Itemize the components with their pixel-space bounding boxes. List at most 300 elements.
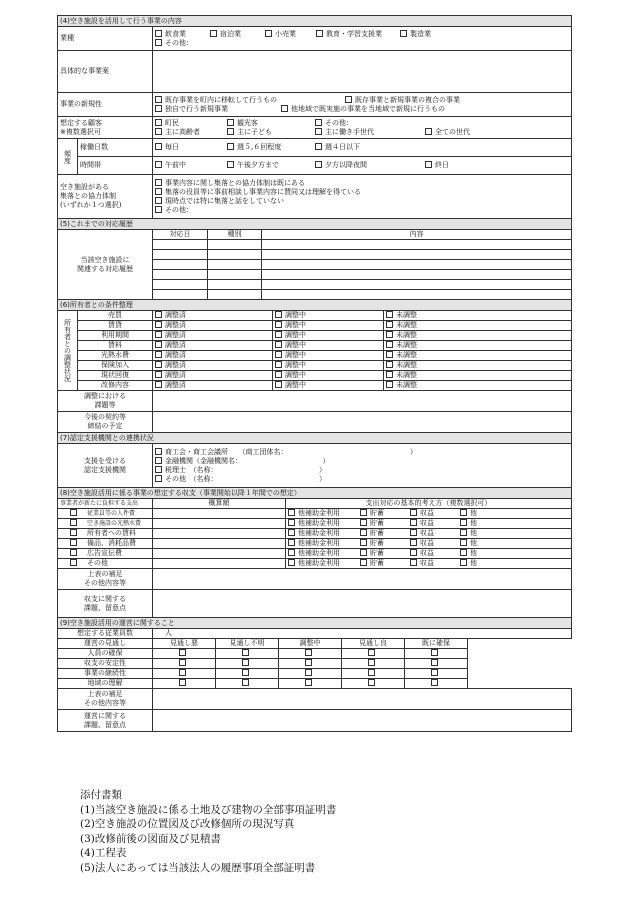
novelty-label: 事業の新規性 — [58, 93, 153, 117]
outlook-check[interactable] — [342, 669, 405, 679]
approach-option[interactable]: 貯蓄 — [360, 559, 400, 568]
checkbox-icon — [155, 475, 162, 482]
novelty-option[interactable]: 既存事業を町内に移転して行うもの — [155, 96, 335, 105]
attachment-item: (1)当該空き施設に係る土地及び建物の全部事項証明書 — [80, 803, 337, 816]
status-none[interactable]: 未調整 — [384, 381, 572, 391]
attachment-item: (3)改修前後の図面及び見積書 — [80, 832, 221, 845]
approach-option[interactable]: 他 — [460, 529, 477, 538]
concrete-plan-label: 具体的な事業案 — [58, 51, 153, 93]
time-option[interactable]: 午前中 — [155, 161, 217, 170]
history-cell[interactable] — [262, 290, 572, 300]
checkbox-icon — [368, 649, 375, 656]
checkbox-icon — [242, 679, 249, 686]
outlook-check[interactable] — [153, 659, 216, 669]
approach-option[interactable]: 貯蓄 — [360, 539, 400, 548]
outlook-check[interactable] — [216, 649, 279, 659]
checkbox-icon — [155, 351, 162, 358]
section-8-title: (8)空き施設活用に係る事業の想定する収支（事業開始以降１年間での想定） — [58, 488, 572, 499]
checkbox-icon — [368, 669, 375, 676]
novelty-option[interactable]: 独自で行う新規事業 — [155, 105, 271, 114]
expense-item[interactable]: 空き施設の光熱水費 — [58, 519, 153, 529]
checkbox-icon — [275, 371, 282, 378]
approach-option[interactable]: 収益 — [410, 519, 450, 528]
s9-supp-field[interactable] — [153, 689, 572, 710]
history-cell[interactable] — [262, 260, 572, 270]
history-cell[interactable] — [262, 270, 572, 280]
amount-cell[interactable] — [153, 519, 286, 529]
checkbox-icon — [386, 321, 393, 328]
checkbox-icon — [288, 519, 295, 526]
item-label: 売買 — [78, 311, 153, 321]
checkbox-icon — [155, 188, 162, 195]
status-none[interactable]: 未調整 — [384, 321, 572, 331]
checkbox-icon — [410, 539, 417, 546]
outlook-check[interactable] — [279, 669, 342, 679]
staff-field[interactable]: 人 — [153, 629, 572, 639]
blank-cell — [468, 679, 572, 689]
days-option[interactable]: 毎日 — [155, 143, 217, 152]
checkbox-icon — [155, 448, 162, 455]
checkbox-icon — [410, 529, 417, 536]
novelty-options — [153, 93, 572, 117]
item-label: 賃貸 — [78, 321, 153, 331]
checkbox-icon — [425, 161, 432, 168]
col-header: 調整中 — [279, 639, 342, 649]
customer-option[interactable]: 主に子ども — [227, 128, 305, 137]
outlook-check[interactable] — [405, 649, 468, 659]
checkbox-icon — [155, 381, 162, 388]
coop-label: 空き施設がある 集落との協力体制 (いずれか１つ選択) — [58, 175, 153, 219]
col-type: 種別 — [208, 230, 262, 240]
approach-option[interactable]: 貯蓄 — [360, 529, 400, 538]
customer-option[interactable]: 町民 — [155, 119, 217, 128]
history-label: 当該空き施設に 関連する対応履歴 — [58, 230, 153, 300]
checkbox-icon — [386, 371, 393, 378]
outlook-check[interactable] — [342, 679, 405, 689]
checkbox-icon — [431, 659, 438, 666]
expense-item[interactable]: 所有者への賃料 — [58, 529, 153, 539]
amount-header: 概算額 — [153, 499, 286, 509]
item-label: 改修内容 — [78, 381, 153, 391]
approach-cell — [286, 549, 572, 559]
approach-option[interactable]: 収益 — [410, 549, 450, 558]
approach-option[interactable]: 他 — [460, 519, 477, 528]
checkbox-icon — [431, 669, 438, 676]
checkbox-icon — [155, 39, 162, 46]
col-header: 見通し良 — [342, 639, 405, 649]
checkbox-icon — [155, 179, 162, 186]
history-cell[interactable] — [153, 290, 208, 300]
status-done[interactable]: 調整済 — [153, 361, 273, 371]
coop-table — [57, 174, 572, 219]
history-cell[interactable] — [153, 240, 208, 250]
checkbox-icon — [460, 549, 467, 556]
checkbox-icon — [242, 659, 249, 666]
outlook-check[interactable] — [342, 649, 405, 659]
approach-option[interactable]: 貯蓄 — [360, 549, 400, 558]
checkbox-icon — [70, 509, 77, 516]
issues-field[interactable] — [153, 391, 572, 412]
status-progress[interactable]: 調整中 — [273, 371, 384, 381]
item-label: 光熱水費 — [78, 351, 153, 361]
approach-cell — [286, 529, 572, 539]
coop-option[interactable]: 現時点では特に集落と話をしていない — [155, 197, 569, 206]
issues-label: 調整における 課題等 — [58, 391, 153, 412]
amount-cell[interactable] — [153, 539, 286, 549]
checkbox-icon — [305, 669, 312, 676]
days-option[interactable]: 週４日以下 — [315, 143, 360, 152]
checkbox-icon — [368, 659, 375, 666]
blank-cell — [468, 639, 572, 649]
future-field[interactable] — [153, 412, 572, 433]
checkbox-icon — [315, 128, 322, 135]
s9-issue-label: 運営に関する 課題、留意点 — [58, 710, 153, 732]
checkbox-icon — [155, 311, 162, 318]
coop-options — [153, 175, 572, 219]
approach-option[interactable]: 貯蓄 — [360, 519, 400, 528]
checkbox-icon — [155, 105, 162, 112]
support-option[interactable]: 金融機関（金融機関名： ） — [155, 457, 569, 466]
coop-option[interactable]: 集落の役員等に事前相談し事業内容に賛同又は理解を得ている — [155, 188, 569, 197]
checkbox-icon — [155, 143, 162, 150]
checkbox-icon — [460, 559, 467, 566]
checkbox-icon — [460, 509, 467, 516]
checkbox-icon — [227, 128, 234, 135]
col-header: 見通し悪 — [153, 639, 216, 649]
history-cell[interactable] — [153, 270, 208, 280]
blank-cell — [468, 649, 572, 659]
checkbox-icon — [288, 539, 295, 546]
outlook-check[interactable] — [279, 649, 342, 659]
blank-cell — [468, 659, 572, 669]
status-none[interactable]: 未調整 — [384, 331, 572, 341]
checkbox-icon — [368, 679, 375, 686]
section-9-title: (9)空き施設活用の運営に関すること — [58, 618, 572, 629]
customer-option[interactable]: その他： — [315, 119, 353, 128]
checkbox-icon — [425, 128, 432, 135]
outlook-check[interactable] — [153, 649, 216, 659]
checkbox-icon — [288, 549, 295, 556]
checkbox-icon — [360, 519, 367, 526]
checkbox-icon — [275, 331, 282, 338]
checkbox-icon — [155, 197, 162, 204]
history-cell[interactable] — [262, 280, 572, 290]
outlook-check[interactable] — [342, 659, 405, 669]
expense-item[interactable]: 広告宣伝費 — [58, 549, 153, 559]
coop-option[interactable]: 事業内容に関し集落との協力体制は既にある — [155, 179, 569, 188]
col-header: 既に確保 — [405, 639, 468, 649]
history-cell[interactable] — [208, 260, 262, 270]
history-cell[interactable] — [208, 290, 262, 300]
checkbox-icon — [386, 381, 393, 388]
checkbox-icon — [315, 119, 322, 126]
checkbox-icon — [227, 143, 234, 150]
frequency-table — [57, 138, 572, 175]
col-content: 内容 — [262, 230, 572, 240]
status-progress[interactable]: 調整中 — [273, 321, 384, 331]
checkbox-icon — [179, 649, 186, 656]
approach-option[interactable]: 他 — [460, 539, 477, 548]
section-6-title: (6)所有者との条件整理 — [58, 300, 572, 311]
history-cell[interactable] — [208, 240, 262, 250]
history-cell[interactable] — [208, 280, 262, 290]
customer-option[interactable]: 全ての世代 — [425, 128, 470, 137]
concrete-plan-field[interactable] — [153, 51, 572, 93]
checkbox-icon — [179, 679, 186, 686]
checkbox-icon — [227, 119, 234, 126]
history-cell[interactable] — [262, 250, 572, 260]
coop-option[interactable]: その他： — [155, 206, 569, 215]
status-progress[interactable]: 調整中 — [273, 331, 384, 341]
checkbox-icon — [315, 143, 322, 150]
status-done[interactable]: 調整済 — [153, 351, 273, 361]
approach-option[interactable]: 収益 — [410, 509, 450, 518]
status-done[interactable]: 調整済 — [153, 371, 273, 381]
checkbox-icon — [155, 466, 162, 473]
status-progress[interactable]: 調整中 — [273, 381, 384, 391]
days-options — [153, 139, 572, 157]
checkbox-icon — [179, 659, 186, 666]
outlook-row-label: 事業の継続性 — [58, 669, 153, 679]
approach-option[interactable]: 他 — [460, 559, 477, 568]
history-cell[interactable] — [153, 250, 208, 260]
support-option[interactable]: その他 （名称： ） — [155, 475, 569, 484]
history-cell[interactable] — [208, 250, 262, 260]
approach-option[interactable]: 貯蓄 — [360, 509, 400, 518]
section-6-table — [57, 299, 572, 433]
industry-option[interactable]: 小売業 — [265, 30, 296, 39]
status-done[interactable]: 調整済 — [153, 341, 273, 351]
checkbox-icon — [410, 519, 417, 526]
approach-option[interactable]: 他補助金利用 — [288, 519, 350, 528]
amount-cell[interactable] — [153, 529, 286, 539]
item-label: 賃料 — [78, 341, 153, 351]
status-done[interactable]: 調整済 — [153, 321, 273, 331]
checkbox-icon — [288, 509, 295, 516]
status-progress[interactable]: 調整中 — [273, 351, 384, 361]
checkbox-icon — [227, 161, 234, 168]
status-progress[interactable]: 調整中 — [273, 311, 384, 321]
checkbox-icon — [281, 105, 288, 112]
approach-option[interactable]: 他補助金利用 — [288, 539, 350, 548]
time-options — [153, 157, 572, 175]
support-option[interactable]: 商工会・商工会議所 （商工団体名： ） — [155, 448, 569, 457]
checkbox-icon — [360, 539, 367, 546]
novelty-option[interactable]: 既存事業と新規事業の複合の事業 — [345, 96, 460, 105]
industry-option[interactable]: 製造業 — [400, 30, 431, 39]
time-option[interactable]: 午後夕方まで — [227, 161, 305, 170]
history-cell[interactable] — [262, 240, 572, 250]
checkbox-icon — [360, 559, 367, 566]
customer-options — [153, 117, 572, 139]
status-progress[interactable]: 調整中 — [273, 361, 384, 371]
outlook-check[interactable] — [405, 679, 468, 689]
industry-options — [153, 27, 572, 51]
checkbox-icon — [315, 161, 322, 168]
status-done[interactable]: 調整済 — [153, 331, 273, 341]
checkbox-icon — [275, 381, 282, 388]
col-header: 見通し不明 — [216, 639, 279, 649]
history-cell[interactable] — [153, 280, 208, 290]
checkbox-icon — [460, 529, 467, 536]
approach-option[interactable]: 他補助金利用 — [288, 509, 350, 518]
industry-option[interactable]: 飲食業 — [155, 30, 186, 39]
checkbox-icon — [155, 96, 162, 103]
support-options — [153, 444, 572, 488]
approach-option[interactable]: 他補助金利用 — [288, 529, 350, 538]
checkbox-icon — [460, 539, 467, 546]
s9-supp-label: 上表の補足 その他内容等 — [58, 689, 153, 710]
time-option[interactable]: 夕方以降夜間 — [315, 161, 415, 170]
expense-item[interactable]: その他 — [58, 559, 153, 569]
section-7-title: (7)認定支援機関との連携状況 — [58, 433, 572, 444]
outlook-row-label: 地域の理解 — [58, 679, 153, 689]
checkbox-icon — [155, 119, 162, 126]
checkbox-icon — [242, 669, 249, 676]
status-none[interactable]: 未調整 — [384, 311, 572, 321]
outlook-row-label: 収支の安定性 — [58, 659, 153, 669]
item-label: 保険加入 — [78, 361, 153, 371]
checkbox-icon — [70, 519, 77, 526]
item-label: 現状回復 — [78, 371, 153, 381]
s8-supp-label: 上表の補足 その他内容等 — [58, 569, 153, 590]
checkbox-icon — [360, 509, 367, 516]
checkbox-icon — [275, 361, 282, 368]
s8-supp-field[interactable] — [153, 569, 572, 590]
industry-option[interactable]: 教育・学習支援業 — [316, 30, 382, 39]
customer-option[interactable]: 主に高齢者 — [155, 128, 217, 137]
section-7-table — [57, 432, 572, 488]
future-label: 今後の契約等 締結の予定 — [58, 412, 153, 433]
approach-option[interactable]: 他補助金利用 — [288, 549, 350, 558]
attachment-item: (4)工程表 — [80, 847, 127, 859]
history-cell[interactable] — [208, 270, 262, 280]
checkbox-icon — [155, 457, 162, 464]
status-none[interactable]: 未調整 — [384, 341, 572, 351]
status-none[interactable]: 未調整 — [384, 371, 572, 381]
outlook-check[interactable] — [405, 669, 468, 679]
outlook-check[interactable] — [279, 679, 342, 689]
expense-item[interactable]: 従業員等の人件費 — [58, 509, 153, 519]
industry-option-other[interactable]: その他： — [155, 39, 193, 48]
approach-option[interactable]: 他補助金利用 — [288, 559, 350, 568]
status-none[interactable]: 未調整 — [384, 361, 572, 371]
approach-option[interactable]: 他 — [460, 549, 477, 558]
s9-issue-field[interactable] — [153, 710, 572, 732]
approach-cell — [286, 559, 572, 569]
days-label: 稼働日数 — [78, 139, 153, 157]
time-option[interactable]: 終日 — [425, 161, 449, 170]
outlook-label: 運営の見通し — [58, 639, 153, 649]
outlook-row-label: 人員の確保 — [58, 649, 153, 659]
checkbox-icon — [305, 659, 312, 666]
industry-option[interactable]: 宿泊業 — [210, 30, 241, 39]
approach-option[interactable]: 収益 — [410, 539, 450, 548]
outlook-check[interactable] — [153, 679, 216, 689]
checkbox-icon — [155, 206, 162, 213]
checkbox-icon — [242, 649, 249, 656]
checkbox-icon — [155, 321, 162, 328]
expense-item[interactable]: 備品、消耗品費 — [58, 539, 153, 549]
checkbox-icon — [275, 321, 282, 328]
checkbox-icon — [288, 529, 295, 536]
history-cell[interactable] — [153, 260, 208, 270]
checkbox-icon — [460, 519, 467, 526]
checkbox-icon — [410, 549, 417, 556]
outlook-check[interactable] — [216, 669, 279, 679]
checkbox-icon — [155, 341, 162, 348]
checkbox-icon — [179, 669, 186, 676]
checkbox-icon — [360, 529, 367, 536]
status-done[interactable]: 調整済 — [153, 311, 273, 321]
industry-label: 業種 — [58, 27, 153, 51]
checkbox-icon — [386, 351, 393, 358]
checkbox-icon — [275, 341, 282, 348]
owner-adjust-label: 所有者との調整状況 — [58, 311, 78, 391]
checkbox-icon — [265, 30, 272, 37]
outlook-check[interactable] — [216, 679, 279, 689]
attachment-item: (2)空き施設の位置図及び改修個所の現況写真 — [80, 818, 295, 830]
section-5-title: (5)これまでの対応履歴 — [58, 219, 572, 230]
amount-cell[interactable] — [153, 549, 286, 559]
section-4-title: (4)空き施設を活用して行う事業の内容 — [58, 16, 572, 27]
checkbox-icon — [288, 559, 295, 566]
status-progress[interactable]: 調整中 — [273, 341, 384, 351]
application-form — [57, 15, 571, 732]
customer-option[interactable]: 観光客 — [227, 119, 305, 128]
col-date: 対応日 — [153, 230, 208, 240]
approach-cell — [286, 539, 572, 549]
checkbox-icon — [431, 679, 438, 686]
approach-cell — [286, 509, 572, 519]
novelty-option[interactable]: 他地域で既実施の事業を当地域で新規に行うもの — [281, 105, 445, 114]
checkbox-icon — [410, 509, 417, 516]
approach-option[interactable]: 収益 — [410, 529, 450, 538]
outlook-check[interactable] — [405, 659, 468, 669]
checkbox-icon — [155, 371, 162, 378]
customer-option[interactable]: 主に働き手世代 — [315, 128, 415, 137]
outlook-check[interactable] — [153, 669, 216, 679]
days-option[interactable]: 週５,６回程度 — [227, 143, 305, 152]
checkbox-icon — [155, 361, 162, 368]
approach-cell — [286, 519, 572, 529]
attachments — [80, 788, 336, 875]
status-none[interactable]: 未調整 — [384, 351, 572, 361]
checkbox-icon — [360, 549, 367, 556]
outlook-check[interactable] — [279, 659, 342, 669]
approach-option[interactable]: 収益 — [410, 559, 450, 568]
amount-cell[interactable] — [153, 559, 286, 569]
blank-cell — [468, 669, 572, 679]
checkbox-icon — [305, 679, 312, 686]
attachments-title: 添付書類 — [80, 789, 122, 801]
amount-cell[interactable] — [153, 509, 286, 519]
checkbox-icon — [155, 128, 162, 135]
s8-issue-field[interactable] — [153, 590, 572, 618]
checkbox-icon — [210, 30, 217, 37]
customer-label: 想定する顧客 ※複数選択可 — [58, 117, 153, 139]
approach-option[interactable]: 他 — [460, 509, 477, 518]
outlook-check[interactable] — [216, 659, 279, 669]
status-done[interactable]: 調整済 — [153, 381, 273, 391]
checkbox-icon — [386, 361, 393, 368]
support-option[interactable]: 税理士 （名称： ） — [155, 466, 569, 475]
staff-label: 想定する従業員数 — [58, 629, 153, 639]
frequency-label: 頻度 — [58, 139, 78, 175]
checkbox-icon — [70, 529, 77, 536]
checkbox-icon — [305, 649, 312, 656]
checkbox-icon — [155, 30, 162, 37]
